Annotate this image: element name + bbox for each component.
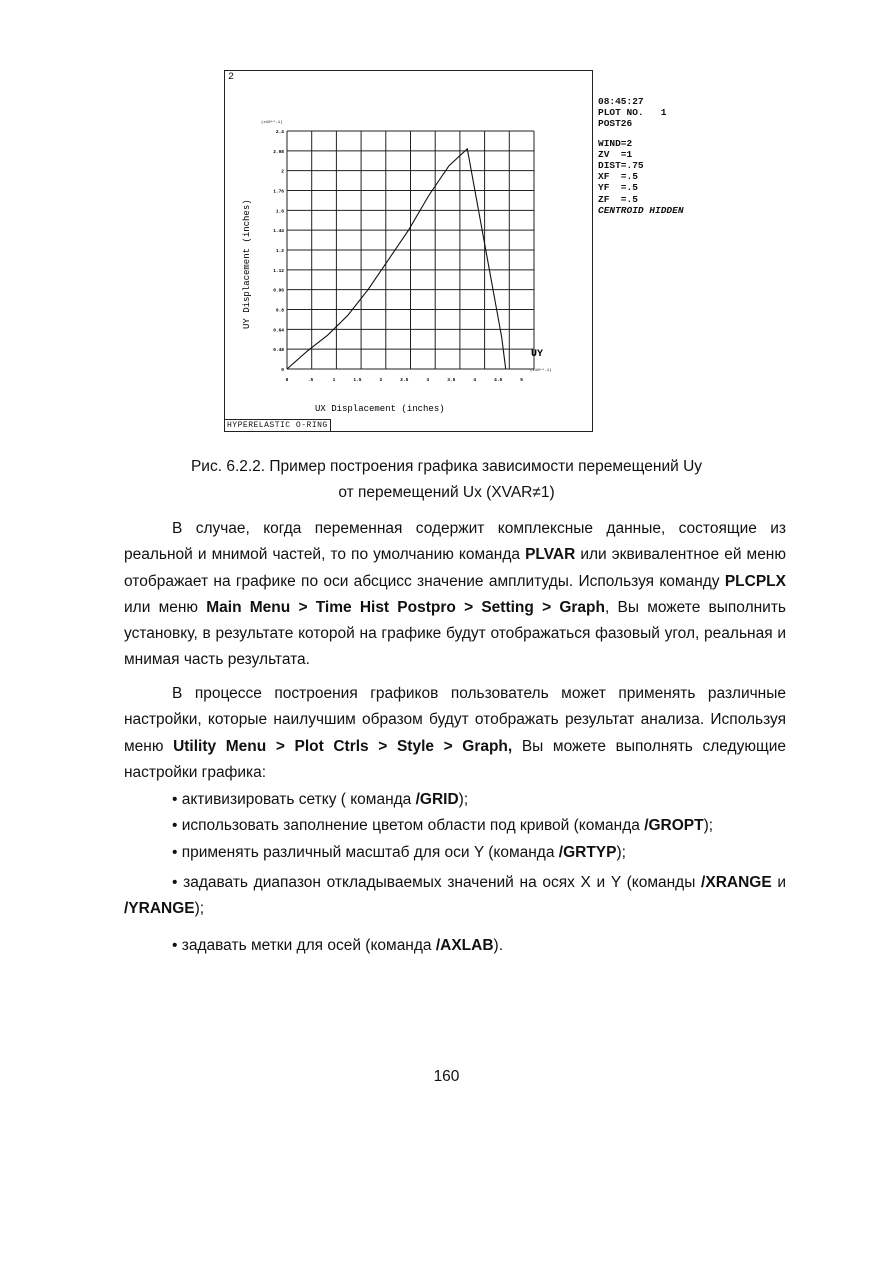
p1-text-g: , Вы можете выполнить установку, в результате которой на графике будут отображаться фазовый угол, реальная и мнимая часть результата. <box>124 598 787 669</box>
y-tick-label: 1.2 <box>275 249 284 254</box>
figure-caption-line1: Рис. 6.2.2. Пример построения графика зависимости перемещений Uy <box>190 458 703 475</box>
bullet-mid: и <box>771 874 786 891</box>
bullet-end: ); <box>616 844 626 861</box>
p2-menu-path: Utility Menu > Plot Ctrls > Style > Graph, <box>173 737 513 755</box>
panel-number: 2 <box>228 72 235 83</box>
y-tick-label: 0.64 <box>273 328 284 334</box>
y-tick-label: 1.44 <box>273 229 284 235</box>
plot-footer-label: HYPERELASTIC O-RING <box>225 419 331 431</box>
bullet-text: • использовать заполнение цветом области под кривой (команда <box>172 817 645 834</box>
x-tick-label: 1.5 <box>353 378 362 383</box>
y-tick-label: 0 <box>281 368 284 373</box>
p2-text-a: В процессе построения графиков пользователь может применять различные настройки, которые наилучшим образом будут отображать результат анализа. Используя меню <box>124 685 786 755</box>
bullet-grtyp <box>172 844 626 862</box>
bullet-end: ). <box>493 937 504 954</box>
info-plot-no: PLOT NO. 1 <box>598 107 667 119</box>
p1-cmd-plcplx: PLCPLX <box>724 572 786 590</box>
y-axis-title: UY Displacement (inches) <box>242 199 252 329</box>
info-zv: ZV =1 <box>598 148 633 160</box>
y-tick-label: 1.76 <box>273 189 284 195</box>
x-tick-label: 5 <box>520 378 524 383</box>
x-tick-labels <box>286 377 524 383</box>
bullet-gropt <box>172 817 713 835</box>
x-tick-label: 4.5 <box>494 378 503 383</box>
p1-text-a: В случае, когда переменная содержит комплексные данные, состоящие из реальной и мнимой частей, то по умолчанию команда <box>124 520 786 564</box>
y-tick-label: 0.48 <box>273 348 284 354</box>
ansys-plot-figure <box>224 70 593 432</box>
p1-text-c: или эквивалентное ей меню отображает на графике по оси абсцисс значение амплитуды. Используя команду <box>124 546 786 590</box>
bullet-end: ); <box>194 900 205 918</box>
y-tick-label: 1.12 <box>273 268 284 274</box>
y-tick-label: 0.96 <box>273 288 284 294</box>
curve-label: UY <box>531 349 544 360</box>
info-centroid: CENTROID HIDDEN <box>598 204 684 216</box>
bullet-cmd: /GRID <box>415 791 459 808</box>
info-time: 08:45:27 <box>598 96 644 107</box>
plot-grid <box>287 131 534 369</box>
x-tick-label: 3.5 <box>447 378 456 383</box>
y-tick-label: 2.08 <box>273 149 284 155</box>
plot-info-panel <box>598 96 684 216</box>
y-tick-label: 0.8 <box>275 308 284 314</box>
y-tick-label: 2 <box>281 169 284 175</box>
bullet-range <box>124 870 786 923</box>
figure-caption-line2: от перемещений Ux (XVAR≠1) <box>338 484 555 501</box>
bullet-text: • активизировать сетку ( команда <box>172 791 416 808</box>
bullet-cmd: /GROPT <box>644 817 704 834</box>
bullet-text: • применять различный масштаб для оси Y (команда <box>172 844 559 861</box>
info-post: POST26 <box>598 118 633 130</box>
bullet-axlab <box>172 937 503 955</box>
info-dist: DIST=.75 <box>598 160 644 172</box>
page-number: 160 <box>433 1068 460 1085</box>
x-axis-title: UX Displacement (inches) <box>315 404 445 414</box>
bullet-grid <box>172 791 468 809</box>
paragraph-complex-data <box>124 516 786 674</box>
p1-menu-path: Main Menu > Time Hist Postpro > Setting > Graph <box>206 598 605 616</box>
y-tick-labels <box>273 129 284 373</box>
x-tick-label: .5 <box>307 378 314 383</box>
x-tick-label: 3 <box>426 378 430 383</box>
info-yf: YF =.5 <box>598 182 638 194</box>
bullet-cmd: /AXLAB <box>435 937 494 954</box>
bullet-text: • задавать диапазон откладываемых значений на осях X и Y (команды <box>172 874 702 891</box>
y-multiplier: (x10**-1) <box>261 121 283 125</box>
bullet-cmd: /GRTYP <box>558 844 617 861</box>
info-zf: ZF =.5 <box>598 193 638 205</box>
x-tick-label: 1 <box>332 378 336 383</box>
uy-curve-line <box>287 149 506 369</box>
y-tick-label: 1.6 <box>275 209 284 215</box>
info-wind: WIND=2 <box>598 137 633 149</box>
y-tick-label: 2.4 <box>275 130 284 135</box>
x-multiplier: (x10**-1) <box>530 369 552 373</box>
bullet-cmd2: /YRANGE <box>124 900 195 918</box>
x-tick-label: 2 <box>379 378 383 383</box>
bullet-end: ); <box>703 817 714 834</box>
x-tick-label: 2.5 <box>400 378 409 383</box>
p1-text-e: или меню <box>124 598 207 616</box>
bullet-end: ); <box>458 791 469 808</box>
bullet-cmd: /XRANGE <box>701 874 772 891</box>
p1-cmd-plvar: PLVAR <box>525 546 576 564</box>
x-tick-label: 0 <box>285 378 289 383</box>
p2-text-c: Вы можете выполнять следующие настройки графика: <box>124 737 786 781</box>
bullet-text: • задавать метки для осей (команда <box>172 937 436 954</box>
info-xf: XF =.5 <box>598 171 638 183</box>
x-tick-label: 4 <box>473 378 477 383</box>
plot-svg <box>225 71 594 433</box>
paragraph-plot-settings <box>124 681 786 786</box>
